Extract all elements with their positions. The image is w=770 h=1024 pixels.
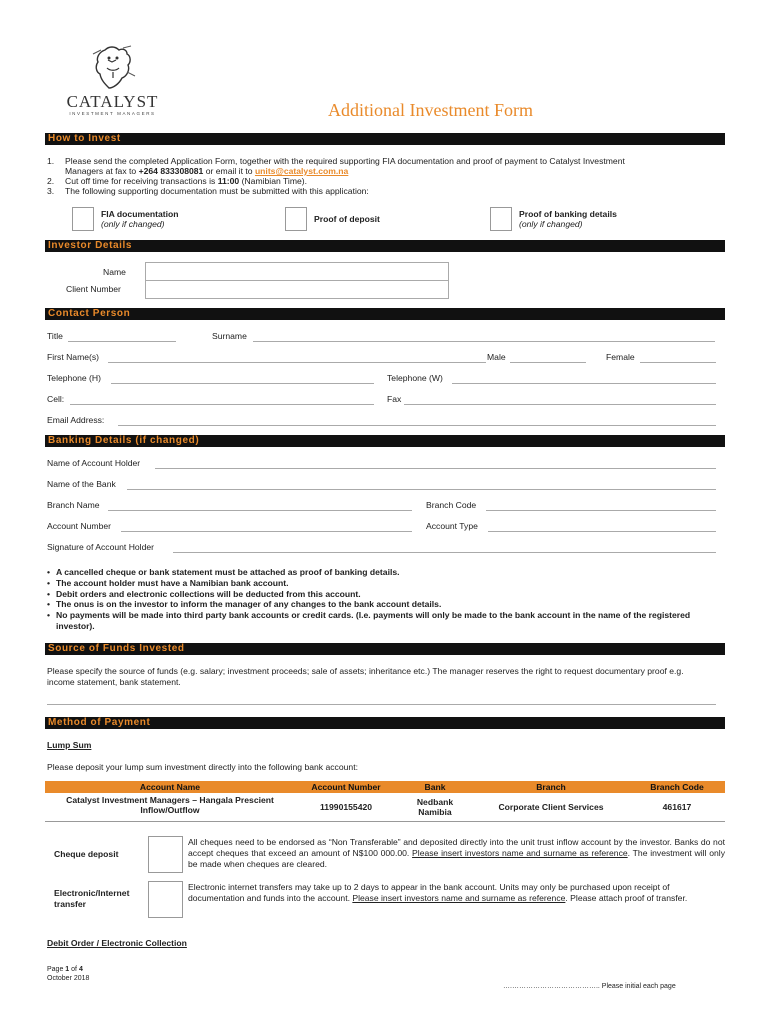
title-label: Title (47, 331, 63, 341)
debit-order-heading: Debit Order / Electronic Collection (47, 938, 187, 948)
branch-code-label: Branch Code (426, 500, 477, 510)
signature-field[interactable] (173, 552, 716, 553)
list-item: 3. The following supporting documentation must be submitted with this application: (47, 186, 369, 196)
list-item: • A cancelled cheque or bank statement must be attached as proof of banking details. (47, 567, 400, 577)
instructions-list (47, 156, 727, 196)
table-header-row (45, 781, 725, 793)
cell-account-name: Catalyst Investment Managers – Hangala Prescient Inflow/Outflow (45, 793, 295, 822)
email-link[interactable]: units@catalyst.com.na (254, 166, 349, 176)
male-field[interactable] (510, 362, 586, 363)
male-label: Male (487, 352, 506, 362)
bank-account-table (45, 781, 725, 822)
fia-documentation-checkbox[interactable] (72, 207, 94, 231)
cell-field[interactable] (70, 404, 374, 405)
electronic-transfer-checkbox[interactable] (148, 881, 183, 918)
first-names-label: First Name(s) (47, 352, 100, 362)
proof-of-banking-checkbox[interactable] (490, 207, 512, 231)
account-holder-field[interactable] (155, 468, 716, 469)
client-number-input[interactable] (145, 280, 449, 299)
client-number-label: Client Number (66, 284, 121, 294)
initial-each-page: ….……………………………….. Please initial each page (503, 983, 676, 990)
fax-field[interactable] (404, 404, 716, 405)
logo-subtitle: INVESTMENT MANAGERS (69, 111, 156, 116)
page-footer: Page 1 of 4 October 2018 (47, 966, 90, 982)
first-names-field[interactable] (108, 362, 486, 363)
cell-branch: Corporate Client Services (473, 793, 629, 822)
surname-label: Surname (212, 331, 247, 341)
electronic-transfer-label: Electronic/Internet transfer (54, 888, 130, 909)
cheque-deposit-label: Cheque deposit (54, 849, 119, 859)
fia-documentation-label: FIA documentation (only if changed) (101, 209, 179, 229)
proof-of-banking-label: Proof of banking details (only if changed) (519, 209, 617, 229)
electronic-transfer-text: Electronic internet transfers may take up to 2 days to appear in the bank account. Units may only be purchased upon receipt of documentation and funds into the account. Please insert investors name and surname as reference. Please attach proof of transfer. (188, 882, 688, 903)
fax-label: Fax (387, 394, 402, 404)
section-investor-details: Investor Details (45, 240, 725, 252)
section-banking-details: Banking Details (if changed) (45, 435, 725, 447)
bank-name-field[interactable] (127, 489, 716, 490)
branch-name-field[interactable] (108, 510, 412, 511)
source-of-funds-text: Please specify the source of funds (e.g. salary; investment proceeds; sale of assets; inheritance etc.) The manager reserves the right to request documentary proof e.g. income statement, bank statement. (47, 666, 684, 687)
list-item: • The account holder must have a Namibian bank account. (47, 577, 289, 588)
proof-of-deposit-label: Proof of deposit (314, 214, 380, 224)
title-field[interactable] (68, 341, 176, 342)
list-item: 2. Cut off time for receiving transactions is 11:00 (Namibian Time). (47, 176, 308, 186)
name-label: Name (103, 267, 126, 277)
cheque-deposit-checkbox[interactable] (148, 836, 183, 873)
female-label: Female (606, 352, 635, 362)
list-item: • The onus is on the investor to inform the manager of any changes to the bank account details. (47, 599, 442, 610)
lion-head-icon (83, 44, 143, 92)
telephone-h-label: Telephone (H) (47, 373, 101, 383)
cheque-deposit-text: All cheques need to be endorsed as “Non Transferable” and deposited directly into the unit trust inflow account by the investor. Banks do not accept cheques that exceed an amount of N$100 000.00. Please insert investors name and surname as reference. The investment will only be made when cheques are cleared. (188, 837, 725, 869)
lump-sum-heading: Lump Sum (47, 740, 92, 750)
proof-of-deposit-checkbox[interactable] (285, 207, 307, 231)
logo-name: CATALYST (66, 92, 159, 111)
col-bank: Bank (397, 781, 473, 793)
cell-label: Cell: (47, 394, 65, 404)
account-number-label: Account Number (47, 521, 112, 531)
branch-name-label: Branch Name (47, 500, 100, 510)
fax-number: +264 833308081 (138, 166, 204, 176)
account-type-label: Account Type (426, 521, 478, 531)
lump-sum-text: Please deposit your lump sum investment directly into the following bank account: (47, 762, 358, 772)
footer-date: October 2018 (47, 974, 90, 982)
col-branch: Branch (473, 781, 629, 793)
list-item: 1. Please send the completed Application Form, together with the required supporting FIA documentation and proof of payment to Catalyst Investment Managers at fax to +264 833308081 or email it to units@catalyst.com.na (47, 156, 625, 176)
female-field[interactable] (640, 362, 716, 363)
section-how-to-invest: How to Invest (45, 133, 725, 145)
table-row (45, 793, 725, 822)
list-item: • Debit orders and electronic collections will be deducted from this account. (47, 588, 361, 599)
form-title: Additional Investment Form (328, 100, 533, 120)
telephone-w-field[interactable] (452, 383, 716, 384)
banking-notes (47, 567, 727, 632)
telephone-w-label: Telephone (W) (387, 373, 443, 383)
name-input[interactable] (145, 262, 449, 282)
cell-bank: Nedbank Namibia (397, 793, 473, 822)
signature-label: Signature of Account Holder (47, 542, 155, 552)
source-of-funds-field[interactable] (47, 704, 716, 705)
telephone-h-field[interactable] (111, 383, 374, 384)
cell-branch-code: 461617 (629, 793, 725, 822)
branch-code-field[interactable] (486, 510, 716, 511)
account-holder-label: Name of Account Holder (47, 458, 141, 468)
list-item: • No payments will be made into third party bank accounts or credit cards. (I.e. payments will only be made to the bank account in the name of the registered investor). (47, 610, 691, 631)
email-field[interactable] (118, 425, 716, 426)
cell-account-number: 11990155420 (295, 793, 397, 822)
section-source-of-funds: Source of Funds Invested (45, 643, 725, 655)
col-branch-code: Branch Code (629, 781, 725, 793)
account-type-field[interactable] (488, 531, 716, 532)
email-label: Email Address: (47, 415, 105, 425)
bank-name-label: Name of the Bank (47, 479, 116, 489)
surname-field[interactable] (253, 341, 715, 342)
section-contact-person: Contact Person (45, 308, 725, 320)
col-account-name: Account Name (45, 781, 295, 793)
section-method-of-payment: Method of Payment (45, 717, 725, 729)
account-number-field[interactable] (121, 531, 412, 532)
catalyst-logo (55, 44, 170, 119)
col-account-number: Account Number (295, 781, 397, 793)
